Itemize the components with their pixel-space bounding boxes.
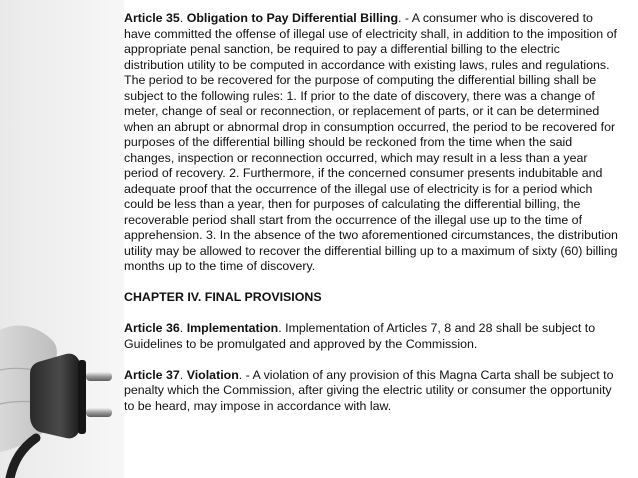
article-35-title: Obligation to Pay Differential Billing — [186, 11, 399, 25]
chapter-heading: CHAPTER IV. FINAL PROVISIONS — [124, 290, 322, 304]
article-37-paragraph: Article 37. Violation. - A violation of any provision of this Magna Carta shall be subject to penalty which the Commission, after giving the electric utility or consumer the opportunity to be heard, may impose in accordance with law. — [124, 367, 614, 413]
article-36-paragraph: Article 36. Implementation. Implementation of Articles 7, 8 and 28 shall be subject to Guidelines to be promulgated and approved by the Commission. — [124, 321, 596, 351]
document-text — [124, 11, 618, 430]
article-37-title: Violation — [186, 367, 239, 382]
article-36-label: Article 36 — [124, 321, 180, 335]
article-37-body: - A violation of any provision of this Magna Carta shall be subject to penalty which the Commission, after giving the electric utility or consumer the opportunity to be heard, may impose in accordance with law. — [124, 367, 614, 413]
article-37-label: Article 37 — [124, 367, 180, 382]
article-35-label: Article 35 — [124, 11, 180, 25]
electric-plug-image — [0, 300, 124, 478]
article-35-body: - A consumer who is discovered to have committed the offense of illegal use of electricity shall, in addition to the imposition of appropriate penal sanction, be required to pay a differential billing to the electric distribution utility to be computed in accordance with existing laws, rules and regulations. The period to be recovered for the purpose of computing the differential billing shall be subject to the following rules: 1. If prior to the date of discovery, there was a change of meter, change of seal or reconnection, or replacement of parts, or it can be determined when an abrupt or abnormal drop in consumption occurred, the period to be recovered for purposes of the differential billing should be reckoned from the time when the said changes, inspection or reconnection occurred, which may result in a less than a year period of recovery. 2. Furthermore, if the concerned consumer presents indubitable and adequate proof that the occurrence of the illegal use of electricity is for a period which could be less than a year, then for purposes of calculating the differential billing, the recoverable period shall start from the occurrence of the illegal use up to the time of apprehension. 3. In the absence of the two aforementioned circumstances, the distribution utility may be allowed to recover the differential billing up to a maximum of sixty (60) billing months up to the time of discovery. — [124, 11, 618, 273]
article-36-body: Implementation of Articles 7, 8 and 28 shall be subject to Guidelines to be promulgated and approved by the Commission. — [124, 321, 596, 351]
decorative-side-panel — [0, 0, 124, 478]
article-35-paragraph: Article 35. Obligation to Pay Differential Billing. - A consumer who is discovered to have committed the offense of illegal use of electricity shall, in addition to the imposition of appropriate penal sanction, be required to pay a differential billing to the electric distribution utility to be computed in accordance with existing laws, rules and regulations. The period to be recovered for the purpose of computing the differential billing shall be subject to the following rules: 1. If prior to the date of discovery, there was a change of meter, change of seal or reconnection, or replacement of parts, or it can be determined when an abrupt or abnormal drop in consumption occurred, the period to be recovered for purposes of the differential billing should be reckoned from the time when the said changes, inspection or reconnection occurred, which may result in a less than a year period of recovery. 2. Furthermore, if the concerned consumer presents indubitable and adequate proof that the occurrence of the illegal use of electricity is for a period which could be less than a year, then for purposes of calculating the differential billing, the recoverable period shall start from the occurrence of the illegal use up to the time of apprehension. 3. In the absence of the two aforementioned circumstances, the distribution utility may be allowed to recover the differential billing up to a maximum of sixty (60) billing months up to the time of discovery. — [124, 11, 618, 273]
article-36-title: Implementation — [186, 321, 279, 335]
